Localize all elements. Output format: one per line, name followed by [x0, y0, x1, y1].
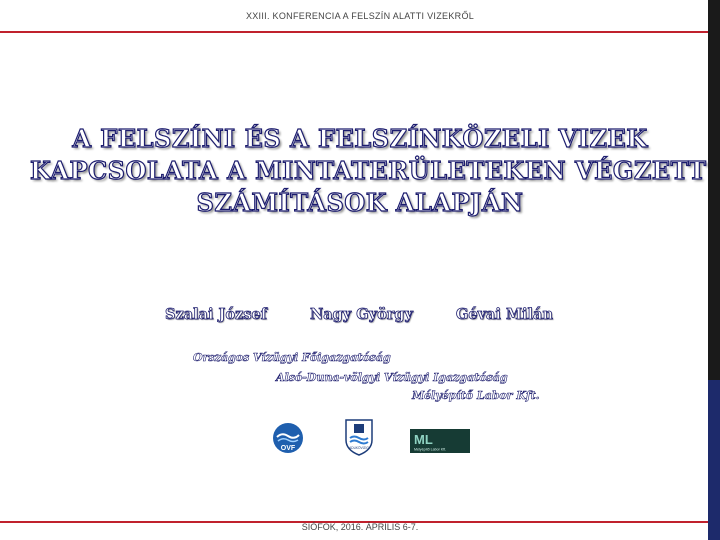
ovf-logo-icon [272, 422, 304, 454]
conference-header: XXIII. KONFERENCIA A FELSZÍN ALATTI VIZEKRŐL [245, 11, 475, 21]
top-divider [0, 31, 708, 33]
advizig-logo-text: ADUKÖVIZIG [349, 446, 369, 450]
institution-3: Mélyépítő Labor Kft. [412, 389, 540, 402]
ml-logo-icon [410, 429, 470, 453]
slide-title [30, 123, 707, 219]
title-line-1: A FELSZÍNI ÉS A FELSZÍNKÖZELI VIZEK [72, 124, 648, 153]
ml-logo-caption: Mélyépítő Labor Kft. [414, 447, 447, 452]
title-line-3: SZÁMÍTÁSOK ALAPJÁN [196, 188, 524, 217]
ml-logo-text: ML [414, 432, 433, 447]
author-3: Gévai Milán [456, 306, 553, 323]
institution-2: Alsó-Duna-völgyi Vízügyi Igazgatóság [276, 371, 508, 384]
ovf-logo-text: OVF [280, 445, 296, 452]
footer-location-date: SIÓFOK, 2016. ÁPRILIS 6-7. [301, 522, 419, 532]
institution-1: Országos Vízügyi Főigazgatóság [193, 351, 391, 364]
author-2: Nagy György [310, 306, 413, 323]
advizig-crest-icon [342, 418, 376, 456]
side-accent-bar [708, 380, 720, 540]
author-1: Szalai József [165, 306, 267, 323]
title-line-2: KAPCSOLATA A MINTATERÜLETEKEN VÉGZETT [30, 156, 707, 185]
